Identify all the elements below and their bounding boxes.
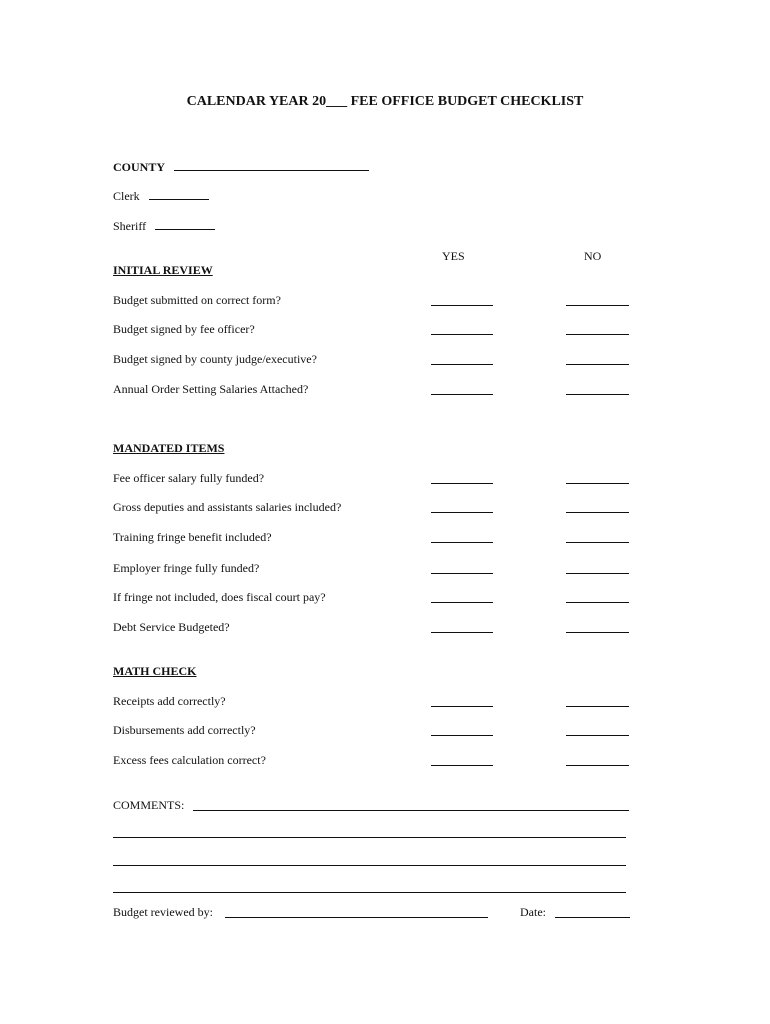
no-blank[interactable] (566, 483, 629, 484)
no-blank[interactable] (566, 394, 629, 395)
date-label: Date: (520, 905, 546, 919)
no-blank[interactable] (566, 334, 629, 335)
county-blank[interactable] (174, 169, 369, 171)
comments-line[interactable] (113, 837, 626, 838)
yes-blank[interactable] (431, 305, 493, 306)
yes-blank[interactable] (431, 394, 493, 395)
yes-blank[interactable] (431, 483, 493, 484)
page-title: CALENDAR YEAR 20___ FEE OFFICE BUDGET CHECKLIST (186, 94, 584, 109)
checklist-item: If fringe not included, does fiscal court pay? (113, 590, 326, 604)
section-heading-initial-review: INITIAL REVIEW (113, 263, 213, 277)
no-blank[interactable] (566, 735, 629, 736)
comments-line[interactable] (193, 810, 629, 811)
checklist-item: Budget signed by county judge/executive? (113, 352, 317, 366)
yes-blank[interactable] (431, 706, 493, 707)
no-blank[interactable] (566, 765, 629, 766)
yes-blank[interactable] (431, 512, 493, 513)
section-heading-mandated-items: MANDATED ITEMS (113, 441, 225, 455)
yes-blank[interactable] (431, 765, 493, 766)
county-label: COUNTY (113, 160, 165, 174)
checklist-item: Disbursements add correctly? (113, 723, 256, 737)
no-blank[interactable] (566, 364, 629, 365)
checklist-item: Fee officer salary fully funded? (113, 471, 265, 485)
checklist-item: Debt Service Budgeted? (113, 620, 230, 634)
no-blank[interactable] (566, 542, 629, 543)
date-line[interactable] (555, 917, 630, 918)
no-blank[interactable] (566, 573, 629, 574)
section-heading-math-check: MATH CHECK (113, 664, 197, 678)
no-blank[interactable] (566, 706, 629, 707)
sheriff-label: Sheriff (113, 219, 147, 233)
no-blank[interactable] (566, 512, 629, 513)
yes-blank[interactable] (431, 735, 493, 736)
checklist-item: Excess fees calculation correct? (113, 753, 266, 767)
no-column-header: NO (584, 249, 602, 263)
sheriff-blank[interactable] (155, 228, 215, 230)
yes-blank[interactable] (431, 334, 493, 335)
checklist-item: Budget signed by fee officer? (113, 322, 255, 336)
yes-blank[interactable] (431, 542, 493, 543)
no-blank[interactable] (566, 602, 629, 603)
comments-line[interactable] (113, 892, 626, 893)
reviewed-by-label: Budget reviewed by: (113, 905, 213, 919)
yes-blank[interactable] (431, 632, 493, 633)
checklist-item: Training fringe benefit included? (113, 530, 272, 544)
comments-line[interactable] (113, 865, 626, 866)
yes-blank[interactable] (431, 573, 493, 574)
clerk-field (113, 189, 209, 204)
yes-column-header: YES (442, 249, 465, 263)
no-blank[interactable] (566, 305, 629, 306)
comments-label: COMMENTS: (113, 798, 185, 812)
checklist-item: Budget submitted on correct form? (113, 293, 281, 307)
checklist-item: Gross deputies and assistants salaries included? (113, 500, 342, 514)
clerk-label: Clerk (113, 189, 140, 203)
checklist-item: Annual Order Setting Salaries Attached? (113, 382, 309, 396)
yes-blank[interactable] (431, 602, 493, 603)
checklist-item: Receipts add correctly? (113, 694, 226, 708)
yes-blank[interactable] (431, 364, 493, 365)
sheriff-field (113, 219, 215, 234)
reviewed-by-line[interactable] (225, 917, 488, 918)
checklist-item: Employer fringe fully funded? (113, 561, 260, 575)
no-blank[interactable] (566, 632, 629, 633)
clerk-blank[interactable] (149, 198, 209, 200)
county-field (113, 160, 369, 175)
